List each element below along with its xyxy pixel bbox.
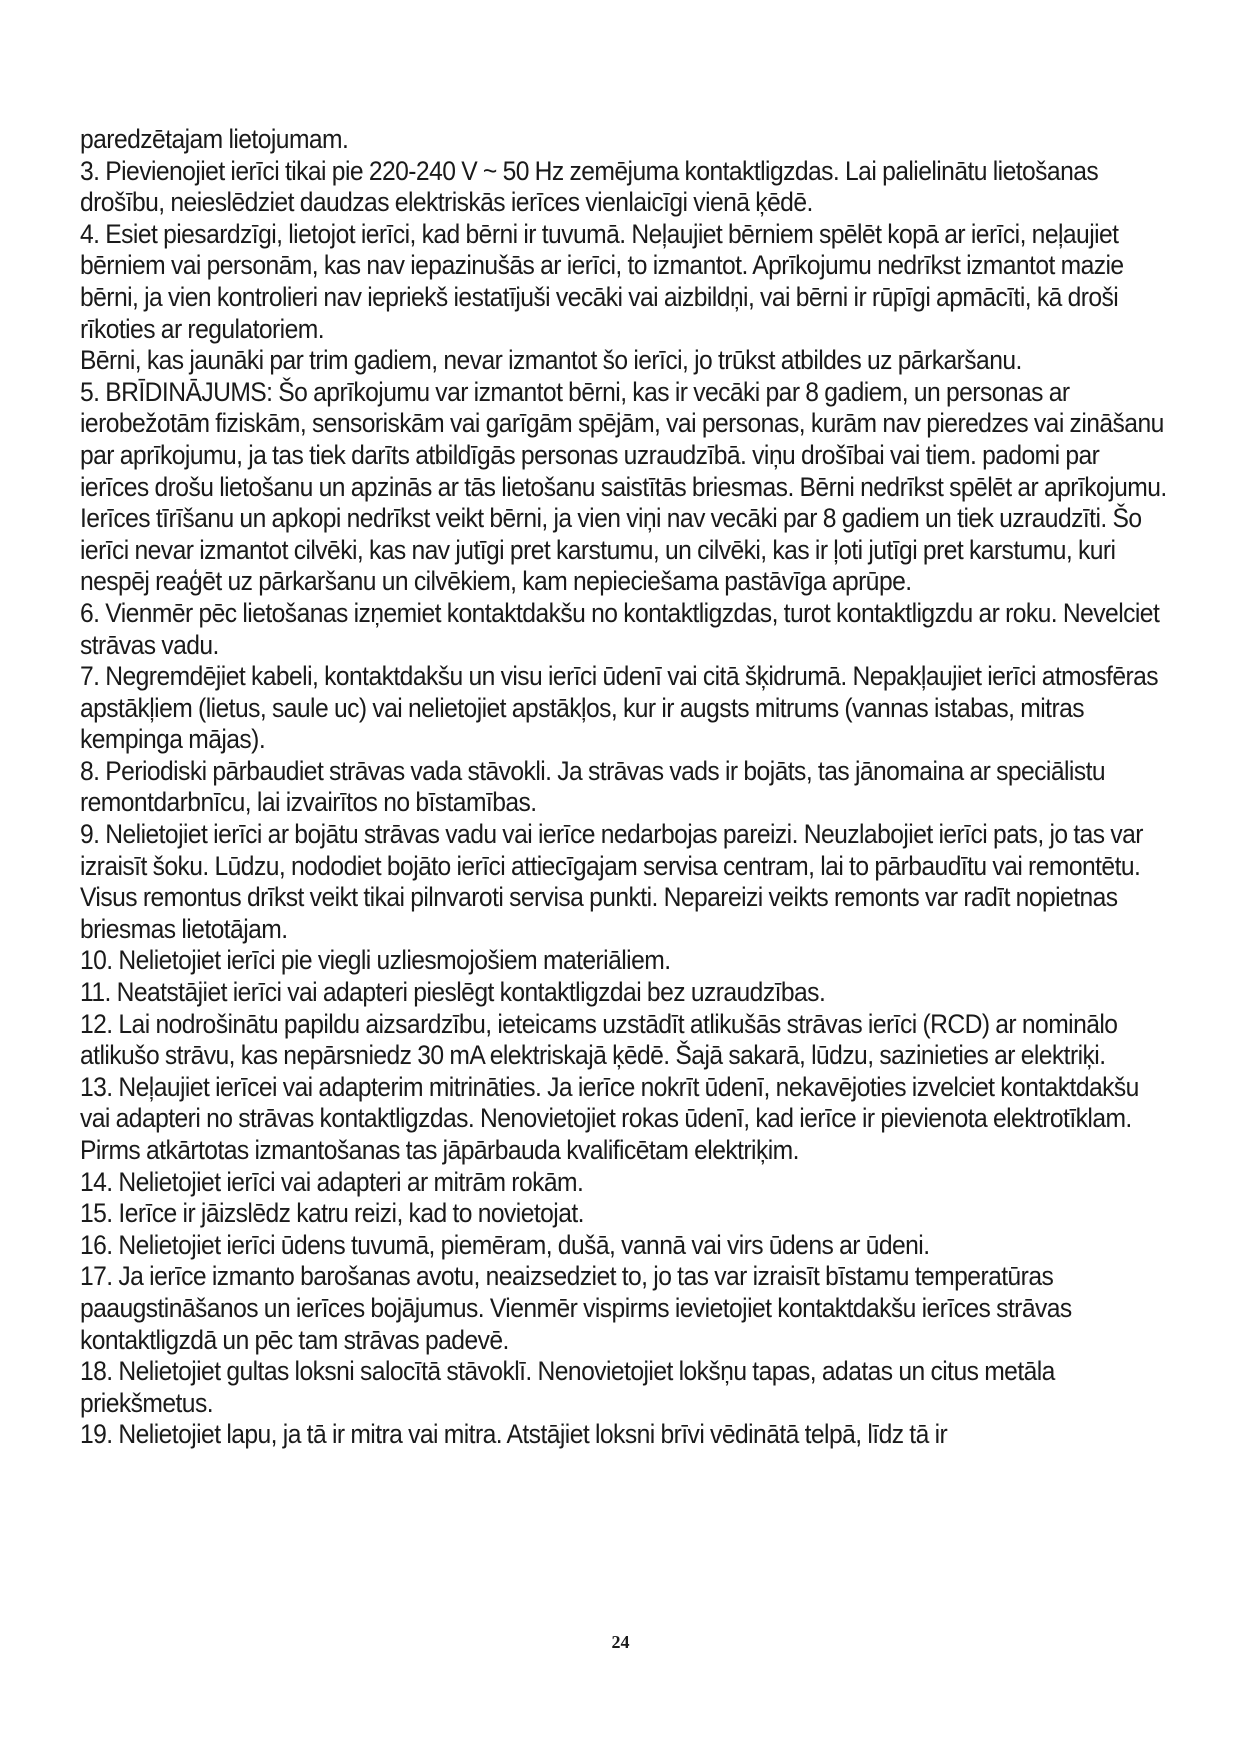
paragraph-item-19: 19. Nelietojiet lapu, ja tā ir mitra vai mitra. Atstājiet loksni brīvi vēdinātā telpā, līdz tā ir xyxy=(80,1419,948,1450)
paragraph-item-13: 13. Neļaujiet ierīcei vai adapterim mitrināties. Ja ierīce nokrīt ūdenī, nekavējoties izvelciet kontaktdakšu vai adapteri no strāvas kontaktligzdas. Nenovietojiet rokas ūdenī, kad ierīce ir pievienota elektrotīklam. Pirms atkārtotas izmantošanas tas jāpārbauda kvalificētam elektriķim. xyxy=(80,1071,1139,1165)
paragraph-item-3: 3. Pievienojiet ierīci tikai pie 220-240 V ~ 50 Hz zemējuma kontaktligzdas. Lai palielinātu lietošanas drošību, neieslēdziet daudzas elektriskās ierīces vienlaicīgi vienā ķēdē. xyxy=(80,155,1099,218)
paragraph-item-4: 4. Esiet piesardzīgi, lietojot ierīci, kad bērni ir tuvumā. Neļaujiet bērniem spēlēt kopā ar ierīci, neļaujiet bērniem vai personām, kas nav iepazinušās ar ierīci, to izmantot. Aprīkojumu nedrīkst izmantot mazie bērni, ja vien kontrolieri nav iepriekš iestatījuši vecāki vai aizbildņi, vai bērni ir rūpīgi apmācīti, kā droši rīkoties ar regulatoriem. xyxy=(80,218,1124,344)
paragraph-item-7: 7. Negremdējiet kabeli, kontaktdakšu un visu ierīci ūdenī vai citā šķidrumā. Nepakļaujiet ierīci atmosfēras apstākļiem (lietus, saule uc) vai nelietojiet apstākļos, kur ir augsts mitrums (vannas istabas, mitras kempinga mājas). xyxy=(80,661,1159,755)
paragraph-item-5-warning: 5. BRĪDINĀJUMS: Šo aprīkojumu var izmantot bērni, kas ir vecāki par 8 gadiem, un personas ar ierobežotām fiziskām, sensoriskām vai garīgām spējām, vai personas, kurām nav pieredzes vai zināšanu par aprīkojumu, ja tas tiek darīts atbildīgās personas uzraudzībā. viņu drošībai vai tiem. padomi par ierīces drošu lietošanu un apzinās ar tās lietošanu saistītās briesmas. Bērni nedrīkst spēlēt ar aprīkojumu. Ierīces tīrīšanu un apkopi nedrīkst veikt bērni, ja vien viņi nav vecāki par 8 gadiem un tiek uzraudzīti. Šo ierīci nevar izmantot cilvēki, kas nav jutīgi pret karstumu, un cilvēki, kas ir ļoti jutīgi pret karstumu, kuri nespēj reaģēt uz pārkaršanu un cilvēkiem, kam nepieciešama pastāvīga aprūpe. xyxy=(80,376,1167,597)
paragraph-continuation: paredzētajam lietojumam. xyxy=(80,124,349,154)
body-text xyxy=(80,124,1170,1451)
paragraph-children-note: Bērni, kas jaunāki par trim gadiem, nevar izmantot šo ierīci, jo trūkst atbildes uz pārkaršanu. xyxy=(80,345,1022,376)
paragraph-item-15: 15. Ierīce ir jāizslēdz katru reizi, kad to novietojat. xyxy=(80,1198,584,1229)
paragraph-item-16: 16. Nelietojiet ierīci ūdens tuvumā, piemēram, dušā, vannā vai virs ūdens ar ūdeni. xyxy=(80,1229,930,1260)
paragraph-item-14: 14. Nelietojiet ierīci vai adapteri ar mitrām rokām. xyxy=(80,1166,584,1197)
paragraph-item-11: 11. Neatstājiet ierīci vai adapteri pieslēgt kontaktligzdai bez uzraudzības. xyxy=(80,977,826,1008)
paragraph-item-8: 8. Periodiski pārbaudiet strāvas vada stāvokli. Ja strāvas vads ir bojāts, tas jānomaina ar speciālistu remontdarbnīcu, lai izvairītos no bīstamības. xyxy=(80,755,1106,818)
paragraph-item-18: 18. Nelietojiet gultas loksni salocītā stāvoklī. Nenovietojiet lokšņu tapas, adatas un citus metāla priekšmetus. xyxy=(80,1356,1055,1418)
paragraph-item-17: 17. Ja ierīce izmanto barošanas avotu, neaizsedziet to, jo tas var izraisīt bīstamu temperatūras paaugstināšanos un ierīces bojājumus. Vienmēr vispirms ievietojiet kontaktdakšu ierīces strāvas kontaktligzdā un pēc tam strāvas padevē. xyxy=(80,1261,1072,1355)
paragraph-item-9: 9. Nelietojiet ierīci ar bojātu strāvas vadu vai ierīce nedarbojas pareizi. Neuzlabojiet ierīci pats, jo tas var izraisīt šoku. Lūdzu, nododiet bojāto ierīci attiecīgajam servisa centram, lai to pārbaudītu vai remontētu. Visus remontus drīkst veikt tikai pilnvaroti servisa punkti. Nepareizi veikts remonts var radīt nopietnas briesmas lietotājam. xyxy=(80,819,1143,944)
paragraph-item-10: 10. Nelietojiet ierīci pie viegli uzliesmojošiem materiāliem. xyxy=(80,945,671,976)
page-number: 24 xyxy=(611,1632,630,1652)
paragraph-item-12: 12. Lai nodrošinātu papildu aizsardzību, ieteicams uzstādīt atlikušās strāvas ierīci (RCD) ar nominālo atlikušo strāvu, kas nepārsniedz 30 mA elektriskajā ķēdē. Šajā sakarā, lūdzu, sazinieties ar elektriķi. xyxy=(80,1008,1118,1071)
paragraph-item-6: 6. Vienmēr pēc lietošanas izņemiet kontaktdakšu no kontaktligzdas, turot kontaktligzdu ar roku. Nevelciet strāvas vadu. xyxy=(80,597,1160,660)
